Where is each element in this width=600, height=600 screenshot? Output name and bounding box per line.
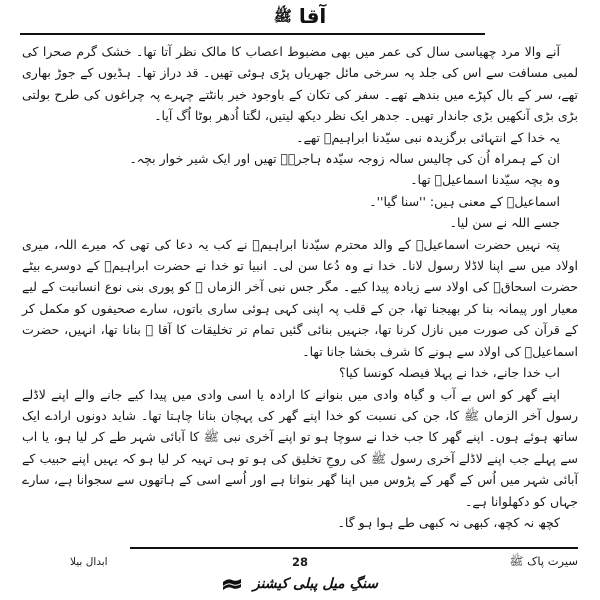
paragraph: پتہ نہیں حضرت اسماعیلؑ کے والد محترم سیّدنا ابراہیمؑ نے کب یہ دعا کی تھی کہ میرے اللہ، میری اولاد میں سے اپنا لاڈلا رسول لانا۔ خدا نے وہ دُعا سن لی۔ انبیا تو خدا نے حضرت ابراہیمؑ کے دوسرے بیٹے حضرت اسحاقؑ کی اولاد سے زیادہ پیدا کیے۔ مگر جس نبی آخر الزماں ﷺ کو پوری بنی نوع انسانیت کے لیے معیار اور پیمانہ بنا کر بھیجنا تھا، جن کے قلب پہ اپنی کہی ہوئی ساری باتوں، سارے صحیفوں کو مکمل کر کے قرآن کی صورت میں نازل کرنا تھا، جنہیں بنائی گئیں تمام تر تخلیقات کا آقا ﷺ بنانا تھا، انہیں، حضرت اسماعیلؑ کی اولاد سے ہونے کا شرف بخشا جانا تھا۔ xyxy=(22,236,578,359)
book-title: سیرت پاک ﷺ xyxy=(509,553,578,568)
publisher-imprint xyxy=(0,576,600,595)
pbuh-seal-icon: ﷺ xyxy=(273,7,292,25)
paragraph: اسماعیلؑ کے معنی ہیں: ''سنا گیا''۔ xyxy=(369,193,560,209)
book-icon xyxy=(222,578,242,595)
header-divider xyxy=(20,33,485,35)
author-name: ابدال بیلا xyxy=(70,556,108,568)
publisher-name: سنگِ میل پبلی کیشنز xyxy=(252,576,379,592)
page-title-text: آقا xyxy=(298,4,327,28)
paragraph: اپنے گھر کو اس بے آب و گیاہ وادی میں بنوانے کا ارادہ یا اسی وادی میں پیدا کیے جانے والے اپنے لاڈلے رسول آخر الزماں ﷺ کا، جن کی نسبت کو خدا اپنے گھر کی پہچان بنانا چاہتا تھا۔ شاید دونوں ارادے ایک ساتھ ہوئے ہوں۔ اپنے گھر کا جب خدا نے سوچا ہو تو اپنے آخری نبی ﷺ کا آبائی شہر طے کر لیا ہو، یا اب سے پہلے جب اپنے لاڈلے آخری رسول ﷺ کی روحِ تخلیق کی ہو تو ہی تہیہ کر لیا ہو کہ یہیں اپنے حبیب کے آبائی شہر میں اُس کے گھر کے پڑوس میں اپنا گھر بنوانا ہے اور اُسے اسی کے ہاتھوں سے سجوانا ہے، سارے جہاں کو دکھلوانا ہے۔ xyxy=(22,386,578,509)
paragraph: اب خدا جانے، خدا نے پہلا فیصلہ کونسا کیا؟ xyxy=(338,365,560,381)
page-footer xyxy=(22,551,578,573)
paragraph: آنے والا مرد چھیاسی سال کی عمر میں بھی مضبوط اعصاب کا مالک نظر آتا تھا۔ خشک گرم صحرا کی لمبی مسافت سے اس کی جلد پہ سرخی مائل جھریاں پڑی ہوئی تھیں۔ قد دراز تھا۔ ہڈیوں کے جوڑ بھاری تھے، سر کے بال کپڑے میں بندھے تھے۔ سفر کی تکان کے باوجود خیر بانٹتے چہرے پہ چراغوں کی طرح بولتی بڑی بڑی آنکھیں بڑی جاندار تھیں۔ جدھر ایک نظر دیکھ لیتیں، لگتا اُدھر بوٹا اُگ آیا۔ xyxy=(22,44,578,124)
page-number: 28 xyxy=(291,555,308,569)
page-header xyxy=(0,4,600,29)
body-text xyxy=(22,41,578,533)
paragraph: یہ خدا کے انتہائی برگزیدہ نبی سیّدنا ابراہیمؑ تھے۔ xyxy=(296,129,560,145)
paragraph: کچھ نہ کچھ، کبھی نہ کبھی طے ہوا ہو گا۔ xyxy=(337,514,560,530)
footer-divider xyxy=(130,547,578,549)
paragraph: وہ بچہ سیّدنا اسماعیلؑ تھا۔ xyxy=(410,172,560,188)
paragraph: ان کے ہمراہ اُن کی چالیس سالہ زوجہ سیّدہ ہاجرہؑ تھیں اور ایک شیر خوار بچہ۔ xyxy=(129,151,560,167)
paragraph: جسے اللہ نے سن لیا۔ xyxy=(449,215,560,231)
page-title xyxy=(274,4,327,28)
